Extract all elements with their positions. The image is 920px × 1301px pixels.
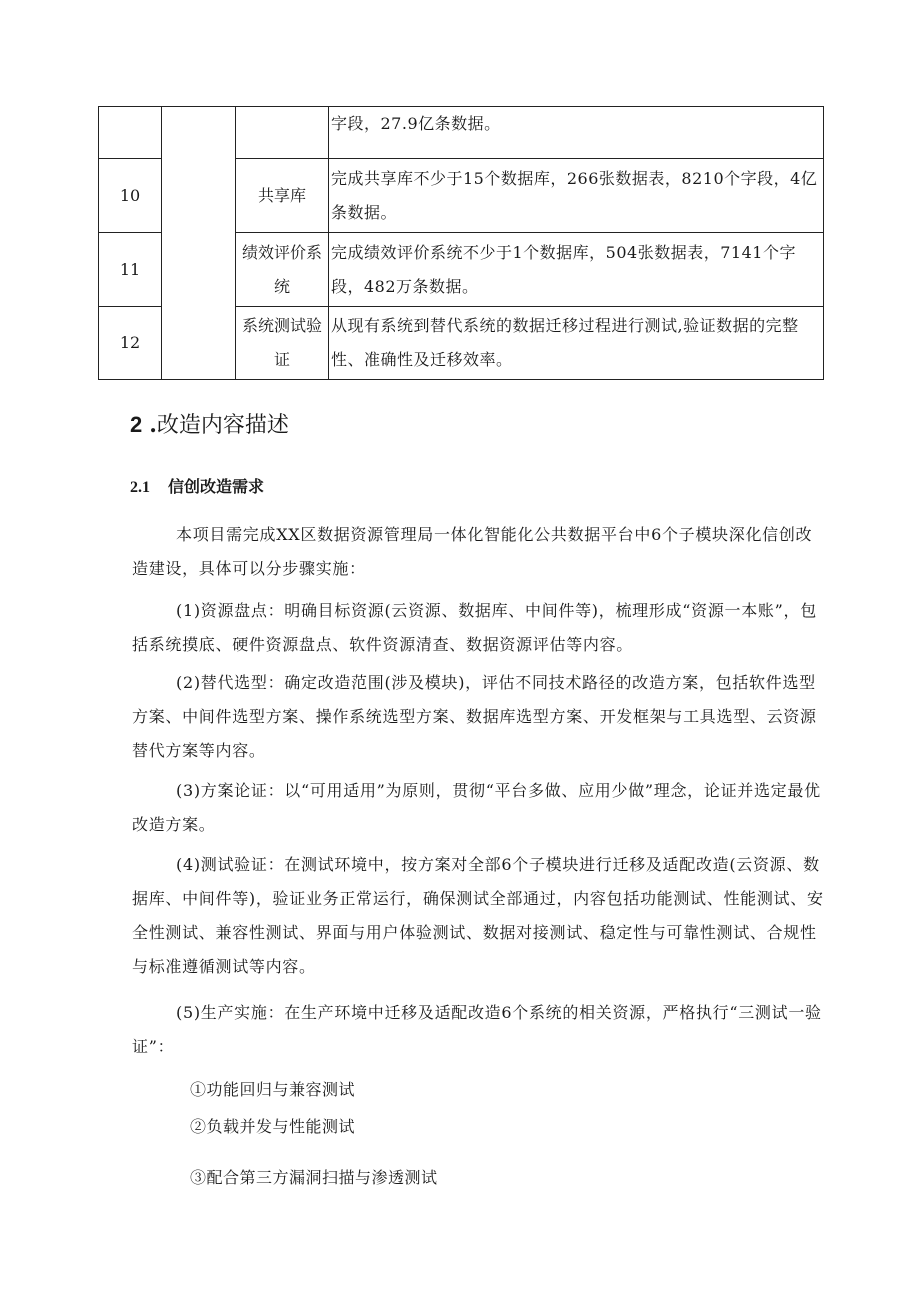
- intro-paragraph: 本项目需完成XX区数据资源管理局一体化智能化公共数据平台中6个子模块深化信创改造建设，具体可以分步骤实施：: [132, 525, 813, 578]
- subsection-title: 信创改造需求: [168, 477, 265, 496]
- item-name: 绩效评价系统: [236, 233, 329, 307]
- step-2-paragraph: (2)替代选型：确定改造范围(涉及模块)，评估不同技术路径的改造方案，包括软件选型方案、中间件选型方案、操作系统选型方案、数据库选型方案、开发框架与工具选型、云资源替代方案等内容。: [132, 673, 817, 760]
- subsection-number: 2.1: [130, 479, 150, 496]
- item-name: 共享库: [236, 159, 329, 233]
- step-3-paragraph: (3)方案论证：以“可用适用”为原则，贯彻“平台多做、应用少做”理念，论证并选定最优改造方案。: [132, 781, 821, 834]
- test-item: ③配合第三方漏洞扫描与渗透测试: [190, 1168, 438, 1187]
- item-description: 完成共享库不少于15个数据库，266张数据表，8210个字段，4亿条数据。: [329, 159, 824, 233]
- step-1-paragraph: (1)资源盘点：明确目标资源(云资源、数据库、中间件等)，梳理形成“资源一本账”，包括系统摸底、硬件资源盘点、软件资源清查、数据资源评估等内容。: [132, 601, 817, 654]
- item-name: 系统测试验证: [236, 307, 329, 380]
- test-item: ①功能回归与兼容测试: [190, 1080, 356, 1099]
- section-number: 2: [130, 412, 143, 437]
- section-dot: .: [149, 412, 157, 438]
- row-number: 11: [99, 233, 162, 307]
- row-number: [99, 107, 162, 159]
- row-number: 10: [99, 159, 162, 233]
- step-5-paragraph: (5)生产实施：在生产环境中迁移及适配改造6个系统的相关资源，严格执行“三测试一验证”：: [132, 1003, 822, 1056]
- table-row: [99, 107, 824, 159]
- section-title: 改造内容描述: [156, 413, 289, 438]
- row-number: 12: [99, 307, 162, 380]
- data-table: [98, 106, 824, 380]
- section-heading: [130, 408, 289, 439]
- test-item: ②负载并发与性能测试: [190, 1117, 356, 1136]
- item-name: [236, 107, 329, 159]
- item-description: 从现有系统到替代系统的数据迁移过程进行测试,验证数据的完整性、准确性及迁移效率。: [329, 307, 824, 380]
- item-description: 字段，27.9亿条数据。: [329, 107, 824, 159]
- subsection-heading: [130, 474, 264, 497]
- item-description: 完成绩效评价系统不少于1个数据库，504张数据表，7141个字段，482万条数据。: [329, 233, 824, 307]
- category-cell: [162, 107, 236, 380]
- step-4-paragraph: (4)测试验证：在测试环境中，按方案对全部6个子模块进行迁移及适配改造(云资源、数据库、中间件等)，验证业务正常运行，确保测试全部通过，内容包括功能测试、性能测试、安全性测试、兼容性测试、界面与用户体验测试、数据对接测试、稳定性与可靠性测试、合规性与标准遵循测试等内容。: [132, 855, 824, 976]
